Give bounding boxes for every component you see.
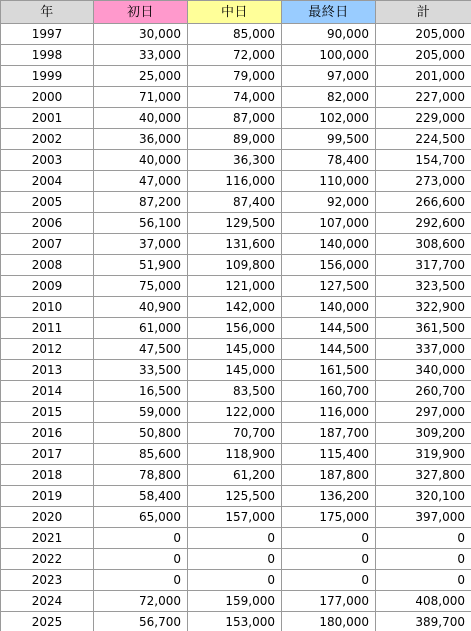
year-cell: 2025 bbox=[1, 612, 94, 631]
total-cell: 323,500 bbox=[376, 276, 471, 297]
year-cell: 2007 bbox=[1, 234, 94, 255]
mid-day-cell: 87,400 bbox=[188, 192, 282, 213]
mid-day-cell: 0 bbox=[188, 528, 282, 549]
mid-day-cell: 0 bbox=[188, 570, 282, 591]
total-cell: 205,000 bbox=[376, 45, 471, 66]
table-row bbox=[1, 612, 471, 631]
first-day-cell: 0 bbox=[94, 570, 188, 591]
first-day-cell: 0 bbox=[94, 549, 188, 570]
table-row bbox=[1, 465, 471, 486]
mid-day-cell: 36,300 bbox=[188, 150, 282, 171]
table-row bbox=[1, 318, 471, 339]
first-day-cell: 33,000 bbox=[94, 45, 188, 66]
first-day-cell: 37,000 bbox=[94, 234, 188, 255]
first-day-cell: 72,000 bbox=[94, 591, 188, 612]
last-day-cell: 127,500 bbox=[282, 276, 376, 297]
last-day-cell: 175,000 bbox=[282, 507, 376, 528]
year-cell: 2003 bbox=[1, 150, 94, 171]
table-row bbox=[1, 234, 471, 255]
total-cell: 309,200 bbox=[376, 423, 471, 444]
mid-day-cell: 0 bbox=[188, 549, 282, 570]
first-day-cell: 51,900 bbox=[94, 255, 188, 276]
last-day-cell: 136,200 bbox=[282, 486, 376, 507]
last-day-cell: 156,000 bbox=[282, 255, 376, 276]
first-day-cell: 30,000 bbox=[94, 24, 188, 45]
table-row bbox=[1, 276, 471, 297]
last-day-cell: 0 bbox=[282, 528, 376, 549]
year-cell: 2016 bbox=[1, 423, 94, 444]
total-cell: 224,500 bbox=[376, 129, 471, 150]
mid-day-cell: 129,500 bbox=[188, 213, 282, 234]
mid-day-cell: 89,000 bbox=[188, 129, 282, 150]
total-cell: 266,600 bbox=[376, 192, 471, 213]
year-cell: 1998 bbox=[1, 45, 94, 66]
table-row bbox=[1, 423, 471, 444]
first-day-cell: 58,400 bbox=[94, 486, 188, 507]
year-cell: 2009 bbox=[1, 276, 94, 297]
table-row bbox=[1, 297, 471, 318]
first-day-cell: 40,900 bbox=[94, 297, 188, 318]
last-day-cell: 161,500 bbox=[282, 360, 376, 381]
mid-day-cell: 118,900 bbox=[188, 444, 282, 465]
year-cell: 2024 bbox=[1, 591, 94, 612]
header-first-day: 初日 bbox=[94, 1, 188, 24]
total-cell: 397,000 bbox=[376, 507, 471, 528]
first-day-cell: 47,000 bbox=[94, 171, 188, 192]
total-cell: 154,700 bbox=[376, 150, 471, 171]
first-day-cell: 36,000 bbox=[94, 129, 188, 150]
last-day-cell: 110,000 bbox=[282, 171, 376, 192]
first-day-cell: 65,000 bbox=[94, 507, 188, 528]
last-day-cell: 180,000 bbox=[282, 612, 376, 631]
header-last-day: 最終日 bbox=[282, 1, 376, 24]
mid-day-cell: 125,500 bbox=[188, 486, 282, 507]
year-cell: 2021 bbox=[1, 528, 94, 549]
year-cell: 2004 bbox=[1, 171, 94, 192]
year-cell: 2001 bbox=[1, 108, 94, 129]
first-day-cell: 0 bbox=[94, 528, 188, 549]
mid-day-cell: 85,000 bbox=[188, 24, 282, 45]
total-cell: 408,000 bbox=[376, 591, 471, 612]
last-day-cell: 144,500 bbox=[282, 318, 376, 339]
last-day-cell: 160,700 bbox=[282, 381, 376, 402]
first-day-cell: 78,800 bbox=[94, 465, 188, 486]
last-day-cell: 82,000 bbox=[282, 87, 376, 108]
first-day-cell: 85,600 bbox=[94, 444, 188, 465]
total-cell: 317,700 bbox=[376, 255, 471, 276]
table-row bbox=[1, 171, 471, 192]
year-cell: 2010 bbox=[1, 297, 94, 318]
last-day-cell: 187,800 bbox=[282, 465, 376, 486]
last-day-cell: 140,000 bbox=[282, 234, 376, 255]
year-cell: 2013 bbox=[1, 360, 94, 381]
total-cell: 389,700 bbox=[376, 612, 471, 631]
total-cell: 361,500 bbox=[376, 318, 471, 339]
mid-day-cell: 79,000 bbox=[188, 66, 282, 87]
total-cell: 0 bbox=[376, 549, 471, 570]
mid-day-cell: 131,600 bbox=[188, 234, 282, 255]
year-cell: 2011 bbox=[1, 318, 94, 339]
table-row bbox=[1, 444, 471, 465]
first-day-cell: 50,800 bbox=[94, 423, 188, 444]
year-cell: 2005 bbox=[1, 192, 94, 213]
total-cell: 322,900 bbox=[376, 297, 471, 318]
last-day-cell: 99,500 bbox=[282, 129, 376, 150]
first-day-cell: 40,000 bbox=[94, 150, 188, 171]
first-day-cell: 87,200 bbox=[94, 192, 188, 213]
total-cell: 319,900 bbox=[376, 444, 471, 465]
last-day-cell: 115,400 bbox=[282, 444, 376, 465]
year-cell: 2008 bbox=[1, 255, 94, 276]
table-row bbox=[1, 339, 471, 360]
total-cell: 273,000 bbox=[376, 171, 471, 192]
table-row bbox=[1, 591, 471, 612]
table-row bbox=[1, 255, 471, 276]
year-cell: 1999 bbox=[1, 66, 94, 87]
total-cell: 260,700 bbox=[376, 381, 471, 402]
total-cell: 227,000 bbox=[376, 87, 471, 108]
table-body bbox=[1, 24, 471, 631]
last-day-cell: 97,000 bbox=[282, 66, 376, 87]
mid-day-cell: 61,200 bbox=[188, 465, 282, 486]
total-cell: 320,100 bbox=[376, 486, 471, 507]
mid-day-cell: 157,000 bbox=[188, 507, 282, 528]
year-cell: 2019 bbox=[1, 486, 94, 507]
first-day-cell: 47,500 bbox=[94, 339, 188, 360]
year-cell: 2002 bbox=[1, 129, 94, 150]
year-cell: 2006 bbox=[1, 213, 94, 234]
last-day-cell: 100,000 bbox=[282, 45, 376, 66]
total-cell: 229,000 bbox=[376, 108, 471, 129]
last-day-cell: 78,400 bbox=[282, 150, 376, 171]
header-row bbox=[1, 1, 471, 24]
total-cell: 0 bbox=[376, 570, 471, 591]
mid-day-cell: 156,000 bbox=[188, 318, 282, 339]
year-cell: 2015 bbox=[1, 402, 94, 423]
table-row bbox=[1, 45, 471, 66]
header-year: 年 bbox=[1, 1, 94, 24]
mid-day-cell: 87,000 bbox=[188, 108, 282, 129]
mid-day-cell: 109,800 bbox=[188, 255, 282, 276]
year-cell: 2022 bbox=[1, 549, 94, 570]
table-row bbox=[1, 108, 471, 129]
last-day-cell: 140,000 bbox=[282, 297, 376, 318]
table-row bbox=[1, 402, 471, 423]
last-day-cell: 102,000 bbox=[282, 108, 376, 129]
mid-day-cell: 159,000 bbox=[188, 591, 282, 612]
mid-day-cell: 153,000 bbox=[188, 612, 282, 631]
first-day-cell: 59,000 bbox=[94, 402, 188, 423]
total-cell: 0 bbox=[376, 528, 471, 549]
mid-day-cell: 121,000 bbox=[188, 276, 282, 297]
first-day-cell: 16,500 bbox=[94, 381, 188, 402]
last-day-cell: 92,000 bbox=[282, 192, 376, 213]
year-cell: 2012 bbox=[1, 339, 94, 360]
first-day-cell: 25,000 bbox=[94, 66, 188, 87]
mid-day-cell: 145,000 bbox=[188, 360, 282, 381]
year-cell: 2020 bbox=[1, 507, 94, 528]
table-row bbox=[1, 360, 471, 381]
header-total: 計 bbox=[376, 1, 471, 24]
first-day-cell: 56,100 bbox=[94, 213, 188, 234]
table-row bbox=[1, 528, 471, 549]
table-row bbox=[1, 66, 471, 87]
year-cell: 1997 bbox=[1, 24, 94, 45]
total-cell: 205,000 bbox=[376, 24, 471, 45]
table-row bbox=[1, 129, 471, 150]
total-cell: 292,600 bbox=[376, 213, 471, 234]
last-day-cell: 90,000 bbox=[282, 24, 376, 45]
mid-day-cell: 122,000 bbox=[188, 402, 282, 423]
table-row bbox=[1, 24, 471, 45]
last-day-cell: 177,000 bbox=[282, 591, 376, 612]
total-cell: 327,800 bbox=[376, 465, 471, 486]
table-row bbox=[1, 381, 471, 402]
last-day-cell: 0 bbox=[282, 570, 376, 591]
first-day-cell: 40,000 bbox=[94, 108, 188, 129]
table-row bbox=[1, 486, 471, 507]
header-mid-day: 中日 bbox=[188, 1, 282, 24]
first-day-cell: 71,000 bbox=[94, 87, 188, 108]
last-day-cell: 0 bbox=[282, 549, 376, 570]
mid-day-cell: 72,000 bbox=[188, 45, 282, 66]
mid-day-cell: 70,700 bbox=[188, 423, 282, 444]
total-cell: 297,000 bbox=[376, 402, 471, 423]
last-day-cell: 144,500 bbox=[282, 339, 376, 360]
year-cell: 2018 bbox=[1, 465, 94, 486]
last-day-cell: 116,000 bbox=[282, 402, 376, 423]
table-row bbox=[1, 570, 471, 591]
total-cell: 308,600 bbox=[376, 234, 471, 255]
table-row bbox=[1, 213, 471, 234]
last-day-cell: 187,700 bbox=[282, 423, 376, 444]
table-row bbox=[1, 150, 471, 171]
first-day-cell: 61,000 bbox=[94, 318, 188, 339]
table-row bbox=[1, 549, 471, 570]
table-row bbox=[1, 87, 471, 108]
mid-day-cell: 145,000 bbox=[188, 339, 282, 360]
year-cell: 2017 bbox=[1, 444, 94, 465]
total-cell: 337,000 bbox=[376, 339, 471, 360]
mid-day-cell: 83,500 bbox=[188, 381, 282, 402]
total-cell: 340,000 bbox=[376, 360, 471, 381]
mid-day-cell: 116,000 bbox=[188, 171, 282, 192]
mid-day-cell: 142,000 bbox=[188, 297, 282, 318]
table-row bbox=[1, 507, 471, 528]
first-day-cell: 33,500 bbox=[94, 360, 188, 381]
mid-day-cell: 74,000 bbox=[188, 87, 282, 108]
last-day-cell: 107,000 bbox=[282, 213, 376, 234]
year-cell: 2000 bbox=[1, 87, 94, 108]
total-cell: 201,000 bbox=[376, 66, 471, 87]
year-cell: 2023 bbox=[1, 570, 94, 591]
year-cell: 2014 bbox=[1, 381, 94, 402]
first-day-cell: 56,700 bbox=[94, 612, 188, 631]
first-day-cell: 75,000 bbox=[94, 276, 188, 297]
table-row bbox=[1, 192, 471, 213]
